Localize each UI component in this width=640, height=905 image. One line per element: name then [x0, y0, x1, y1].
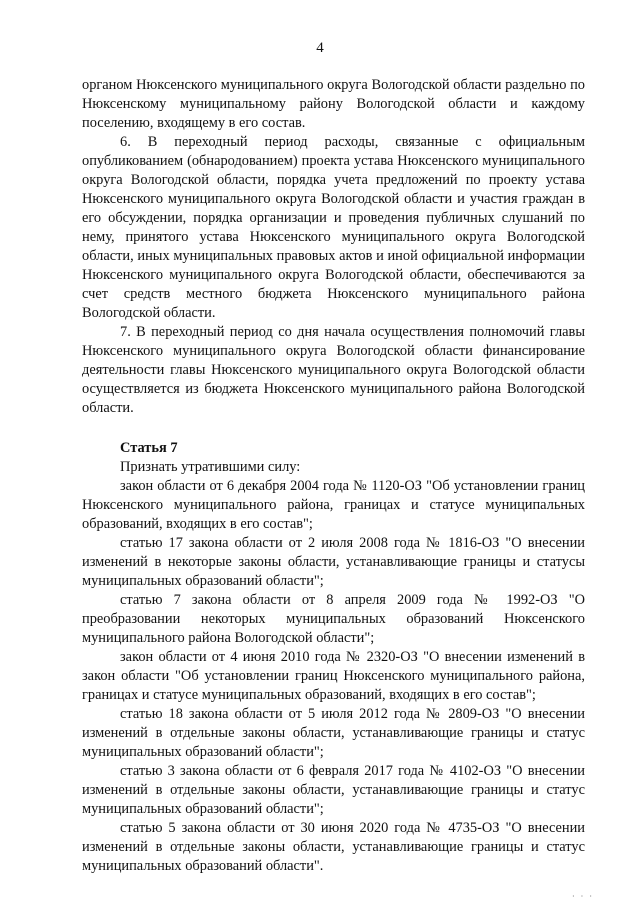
- repealed-law-item: статью 18 закона области от 5 июля 2012 года № 2809-ОЗ "О внесении изменений в отдельные законы области, устанавливающие границы и статус муниципальных образований области";: [82, 706, 585, 760]
- document-body: [82, 76, 585, 876]
- repealed-law-item: статью 5 закона области от 30 июня 2020 года № 4735-ОЗ "О внесении изменений в отдельные законы области, устанавливающие границы и статус муниципальных образований области".: [82, 820, 585, 874]
- repealed-law-item: статью 7 закона области от 8 апреля 2009 года № 1992-ОЗ "О преобразовании некоторых муниципальных образований Нюксенского муниципального района Вологодской области";: [82, 592, 585, 646]
- paragraph-item-7: 7. В переходный период со дня начала осуществления полномочий главы Нюксенского муниципального округа Вологодской области финансирование деятельности главы Нюксенского муниципального округа Вологодской области осуществляется из бюджета Нюксенского муниципального района Вологодской области.: [82, 324, 585, 416]
- repealed-law-item: закон области от 6 декабря 2004 года № 1120-ОЗ "Об установлении границ Нюксенского муниципального района, границах и статусе муниципальных образований, входящих в его состав";: [82, 478, 585, 532]
- repealed-law-item: закон области от 4 июня 2010 года № 2320-ОЗ "О внесении изменений в закон области "Об установлении границ Нюксенского муниципального района, границах и статусе муниципальных образований, входящих в его состав";: [82, 649, 585, 703]
- scan-artifact: · · ·: [572, 892, 594, 901]
- paragraph-continuation: органом Нюксенского муниципального округа Вологодской области раздельно по Нюксенскому муниципальному району Вологодской области и каждому поселению, входящему в его состав.: [82, 77, 585, 131]
- article-intro: Признать утратившими силу:: [120, 459, 301, 475]
- repealed-law-item: статью 17 закона области от 2 июля 2008 года № 1816-ОЗ "О внесении изменений в некоторые законы области, устанавливающие границы и статусы муниципальных образований области";: [82, 535, 585, 589]
- article-title: Статья 7: [120, 440, 178, 456]
- repealed-law-item: статью 3 закона области от 6 февраля 2017 года № 4102-ОЗ "О внесении изменений в отдельные законы области, устанавливающие границы и статус муниципальных образований области";: [82, 763, 585, 817]
- page-number: 4: [316, 40, 324, 56]
- paragraph-item-6: 6. В переходный период расходы, связанные с официальным опубликованием (обнародованием) проекта устава Нюксенского муниципального округа Вологодской области, порядка учета предложений по проекту устава Нюксенского муниципального округа Вологодской области и участия граждан в его обсуждении, порядка организации и проведения публичных слушаний по нему, принятого устава Нюксенского муниципального округа Вологодской области, иных муниципальных правовых актов и иной официальной информации Нюксенского муниципального округа Вологодской области, обеспечиваются за счет средств местного бюджета Нюксенского муниципального района Вологодской области.: [82, 134, 585, 321]
